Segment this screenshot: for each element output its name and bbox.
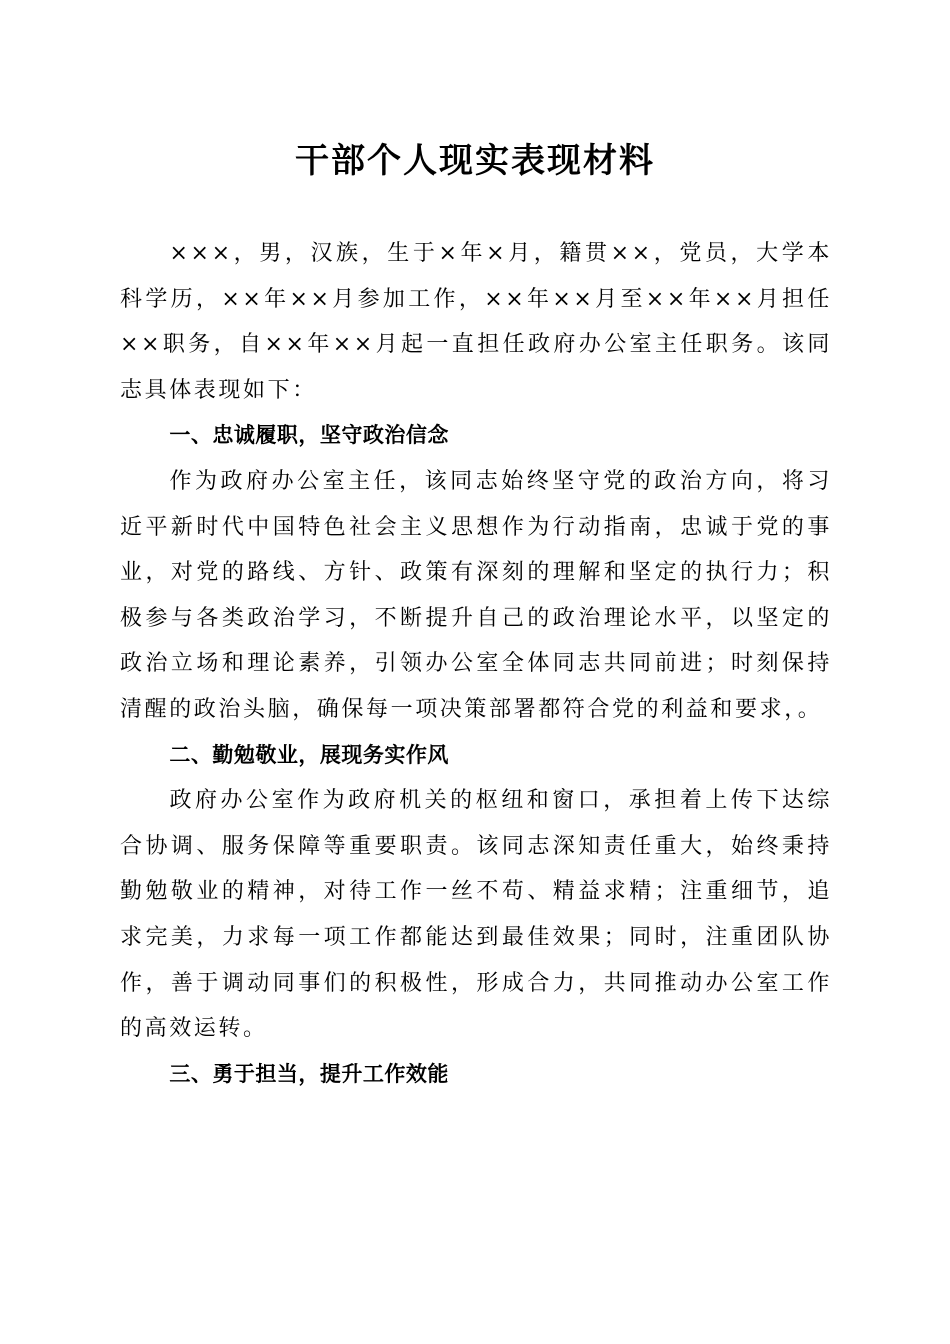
section-heading-3: 三、勇于担当，提升工作效能: [169, 1061, 449, 1086]
section-heading-1: 一、忠诚履职，坚守政治信念: [169, 423, 449, 448]
intro-paragraph: ×××，男，汉族，生于×年×月，籍贯××，党员，大学本科学历，××年××月参加工作，××年××月至××年××月担任××职务，自××年××月起一直担任政府办公室主任职务。该同志具体表现如下：: [120, 241, 832, 403]
document-body: [120, 231, 832, 1097]
section-paragraph-1: 作为政府办公室主任，该同志始终坚守党的政治方向，将习近平新时代中国特色社会主义思想作为行动指南，忠诚于党的事业，对党的路线、方针、政策有深刻的理解和坚定的执行力；积极参与各类政治学习，不断提升自己的政治理论水平，以坚定的政治立场和理论素养，引领办公室全体同志共同前进；时刻保持清醒的政治头脑，确保每一项决策部署都符合党的利益和要求，。: [120, 468, 832, 722]
section-heading-2: 二、勤勉敬业，展现务实作风: [169, 742, 449, 767]
document-title: 干部个人现实表现材料: [295, 141, 655, 181]
section-paragraph-2: 政府办公室作为政府机关的枢纽和窗口，承担着上传下达综合协调、服务保障等重要职责。该同志深知责任重大，始终秉持勤勉敬业的精神，对待工作一丝不苟、精益求精；注重细节，追求完美，力求每一项工作都能达到最佳效果；同时，注重团队协作，善于调动同事们的积极性，形成合力，共同推动办公室工作的高效运转。: [120, 788, 832, 1042]
